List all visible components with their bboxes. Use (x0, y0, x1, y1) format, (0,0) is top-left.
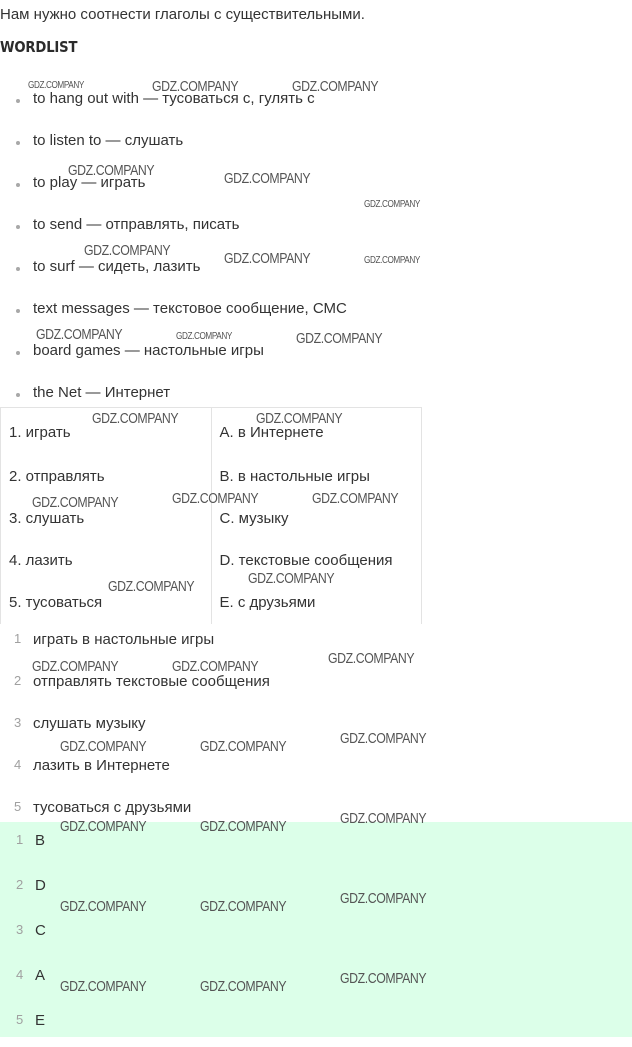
item-text: играть в настольные игры (33, 631, 215, 648)
table-cell: D. текстовые сообщения (211, 540, 422, 582)
watermark: GDZ.COMPANY (172, 658, 259, 675)
solution-block (0, 822, 632, 1037)
item-text: слушать музыку (33, 715, 146, 732)
item-number: 5 (16, 1012, 24, 1027)
item-number: 2 (16, 877, 24, 892)
item-number: 3 (16, 922, 24, 937)
table-row (1, 408, 422, 456)
watermark: GDZ.COMPANY (84, 242, 171, 259)
item-text: A (35, 967, 46, 984)
watermark: GDZ.COMPANY (36, 326, 123, 343)
watermark: GDZ.COMPANY (340, 810, 427, 827)
watermark: GDZ.COMPANY (340, 970, 427, 987)
watermark: GDZ.COMPANY (224, 170, 311, 187)
table-cell: A. в Интернете (211, 408, 422, 456)
table-cell: E. с друзьями (211, 582, 422, 624)
bullet-icon (16, 225, 20, 229)
watermark: GDZ.COMPANY (60, 898, 147, 915)
watermark: GDZ.COMPANY (364, 255, 420, 266)
watermark: GDZ.COMPANY (296, 330, 383, 347)
item-number: 2 (14, 673, 22, 688)
table-cell: 2. отправлять (1, 456, 212, 498)
list-item: to listen to — слушать (0, 128, 632, 170)
intro-text: Нам нужно соотнести глаголы с существительными. (0, 6, 365, 23)
watermark: GDZ.COMPANY (200, 818, 287, 835)
watermark: GDZ.COMPANY (256, 410, 343, 427)
list-item (0, 750, 632, 792)
bullet-icon (16, 267, 20, 271)
watermark: GDZ.COMPANY (32, 658, 119, 675)
bullet-icon (16, 141, 20, 145)
list-item: board games — настольные игры (0, 338, 632, 380)
item-number: 4 (16, 967, 24, 982)
list-item: text messages — текстовое сообщение, СМС (0, 296, 632, 338)
watermark: GDZ.COMPANY (68, 162, 155, 179)
table-row (1, 540, 422, 582)
item-number: 5 (14, 799, 22, 814)
watermark: GDZ.COMPANY (152, 78, 239, 95)
item-number: 4 (14, 757, 22, 772)
table-cell: B. в настольные игры (211, 456, 422, 498)
item-text: B (35, 832, 46, 849)
list-item: the Net — Интернет (0, 380, 632, 422)
watermark: GDZ.COMPANY (248, 570, 335, 587)
watermark: GDZ.COMPANY (32, 494, 119, 511)
table-cell: 4. лазить (1, 540, 212, 582)
watermark: GDZ.COMPANY (224, 250, 311, 267)
watermark: GDZ.COMPANY (172, 490, 259, 507)
item-number: 1 (16, 832, 24, 847)
watermark: GDZ.COMPANY (92, 410, 179, 427)
item-text: E (35, 1012, 46, 1029)
watermark: GDZ.COMPANY (364, 199, 420, 210)
item-number: 1 (14, 631, 22, 646)
table-cell: C. музыку (211, 498, 422, 540)
answer-list (0, 624, 632, 834)
watermark: GDZ.COMPANY (328, 650, 415, 667)
matching-table (0, 407, 422, 624)
bullet-icon (16, 183, 20, 187)
watermark: GDZ.COMPANY (60, 738, 147, 755)
watermark: GDZ.COMPANY (60, 978, 147, 995)
table-cell: 3. слушать (1, 498, 212, 540)
watermark: GDZ.COMPANY (340, 730, 427, 747)
watermark: GDZ.COMPANY (200, 738, 287, 755)
list-item (0, 912, 632, 957)
bullet-icon (16, 393, 20, 397)
list-item: to play — играть (0, 170, 632, 212)
watermark: GDZ.COMPANY (108, 578, 195, 595)
table-row (1, 582, 422, 624)
list-item: to send — отправлять, писать (0, 212, 632, 254)
watermark: GDZ.COMPANY (176, 331, 232, 342)
item-text: отправлять текстовые сообщения (33, 673, 270, 690)
bullet-icon (16, 351, 20, 355)
wordlist-heading: WORDLIST (0, 38, 78, 56)
table-cell: 1. играть (1, 408, 212, 456)
item-text: тусоваться с друзьями (33, 799, 192, 816)
watermark: GDZ.COMPANY (200, 978, 287, 995)
list-item: to surf — сидеть, лазить (0, 254, 632, 296)
item-text: D (35, 877, 46, 894)
list-item (0, 1002, 632, 1047)
bullet-icon (16, 309, 20, 313)
watermark: GDZ.COMPANY (312, 490, 399, 507)
item-number: 3 (14, 715, 22, 730)
watermark: GDZ.COMPANY (60, 818, 147, 835)
bullet-icon (16, 99, 20, 103)
table-cell: 5. тусоваться (1, 582, 212, 624)
watermark: GDZ.COMPANY (292, 78, 379, 95)
item-text: C (35, 922, 46, 939)
solution-list (0, 822, 632, 1047)
watermark: GDZ.COMPANY (28, 80, 84, 91)
list-item: to hang out with — тусоваться с, гулять с (0, 86, 632, 128)
watermark: GDZ.COMPANY (340, 890, 427, 907)
watermark: GDZ.COMPANY (200, 898, 287, 915)
item-text: лазить в Интернете (33, 757, 170, 774)
